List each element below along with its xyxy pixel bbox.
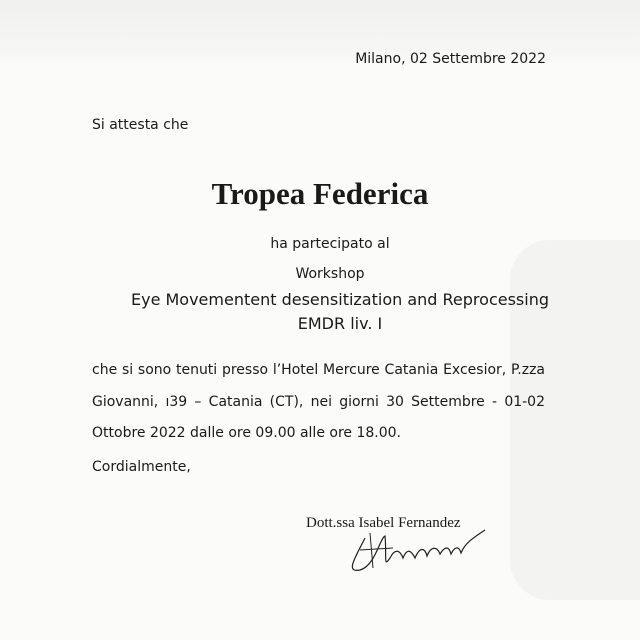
closing-text: Cordialmente, [92, 459, 191, 475]
recipient-name: Tropea Federica [211, 176, 429, 211]
handwritten-signature [345, 528, 495, 578]
event-type: Workshop [295, 266, 365, 282]
date-line: Milano, 02 Settembre 2022 [355, 51, 546, 67]
body-line: che si sono tenuti presso l’Hotel Mercure Catania Excesior, P.zza [92, 362, 545, 378]
event-title: Eye Movementent desensitization and Reprocessing [130, 290, 549, 309]
signatory-name: Dott.ssa Isabel Fernandez [306, 515, 461, 531]
participated-text: ha partecipato al [270, 236, 390, 252]
body-line: Giovanni, ı39 – Catania (CT), nei giorni 30 Settembre - 01-02 [92, 394, 545, 410]
intro-text: Si attesta che [92, 117, 189, 133]
body-line: Ottobre 2022 dalle ore 09.00 alle ore 18.00. [92, 425, 401, 441]
event-level: EMDR liv. I [297, 314, 383, 333]
